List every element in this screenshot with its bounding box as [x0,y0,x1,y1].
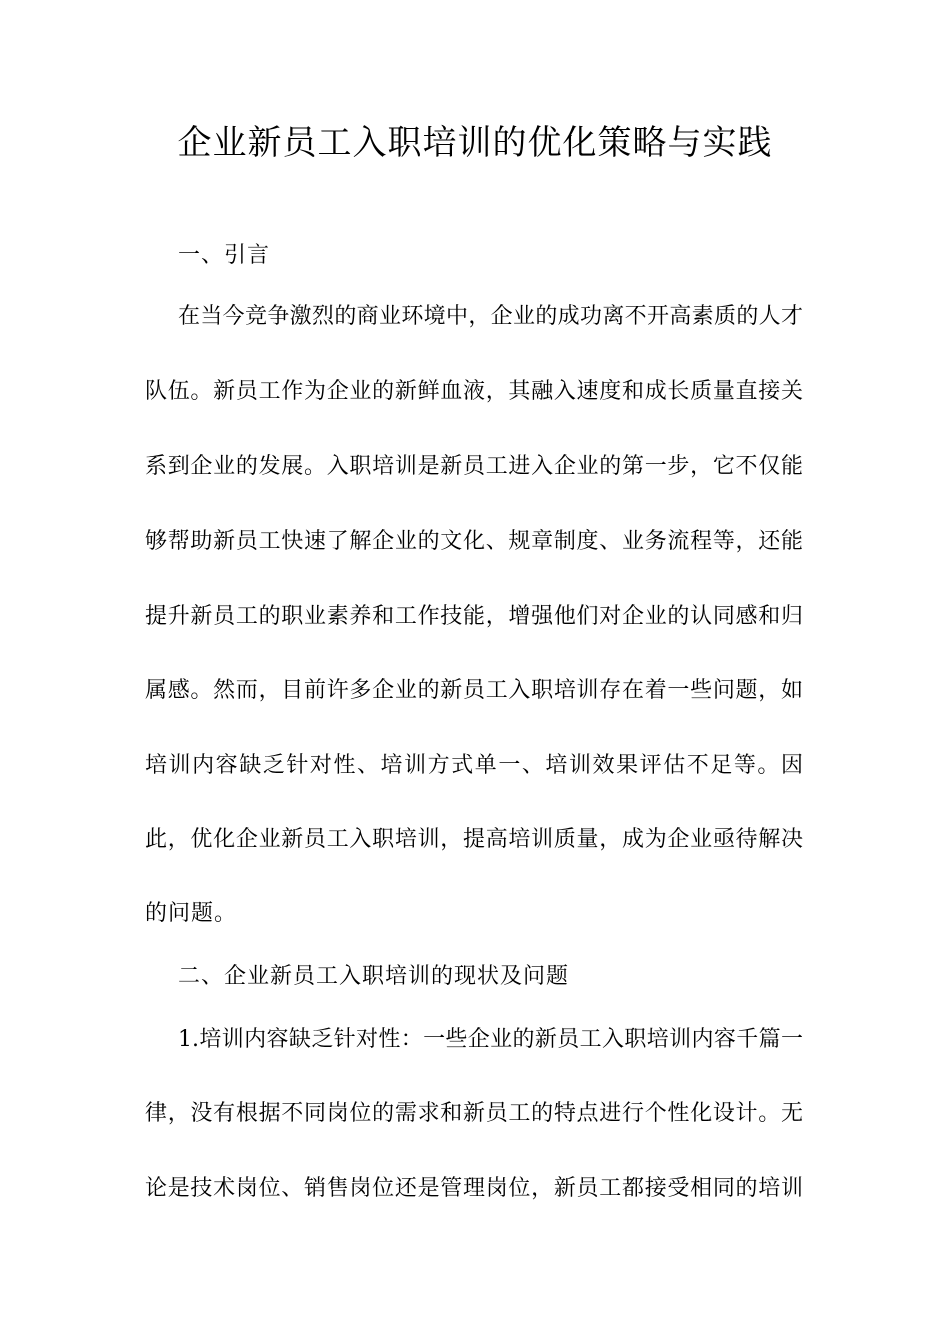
paragraph-line: 提升新员工的职业素养和工作技能，增强他们对企业的认同感和归 [145,604,803,629]
section-heading: 一、引言 [178,243,271,268]
paragraph-line: 系到企业的发展。入职培训是新员工进入企业的第一步，它不仅能 [145,454,803,479]
paragraph-line: 1.培训内容缺乏针对性：一些企业的新员工入职培训内容千篇一 [178,1027,803,1052]
paragraph-line: 律，没有根据不同岗位的需求和新员工的特点进行个性化设计。无 [145,1101,803,1126]
paragraph-line: 够帮助新员工快速了解企业的文化、规章制度、业务流程等，还能 [145,529,803,554]
paragraph-line: 的问题。 [145,901,238,926]
paragraph-line: 属感。然而，目前许多企业的新员工入职培训存在着一些问题，如 [145,678,803,703]
document-title: 企业新员工入职培训的优化策略与实践 [177,123,773,163]
paragraph-line: 此，优化企业新员工入职培训，提高培训质量，成为企业亟待解决 [145,827,803,852]
paragraph-line: 在当今竞争激烈的商业环境中，企业的成功离不开高素质的人才 [178,304,803,329]
paragraph-line: 培训内容缺乏针对性、培训方式单一、培训效果评估不足等。因 [145,753,803,778]
section-heading: 二、企业新员工入职培训的现状及问题 [178,964,570,989]
paragraph-line: 队伍。新员工作为企业的新鲜血液，其融入速度和成长质量直接关 [145,379,803,404]
paragraph-line: 论是技术岗位、销售岗位还是管理岗位，新员工都接受相同的培训 [145,1176,803,1201]
